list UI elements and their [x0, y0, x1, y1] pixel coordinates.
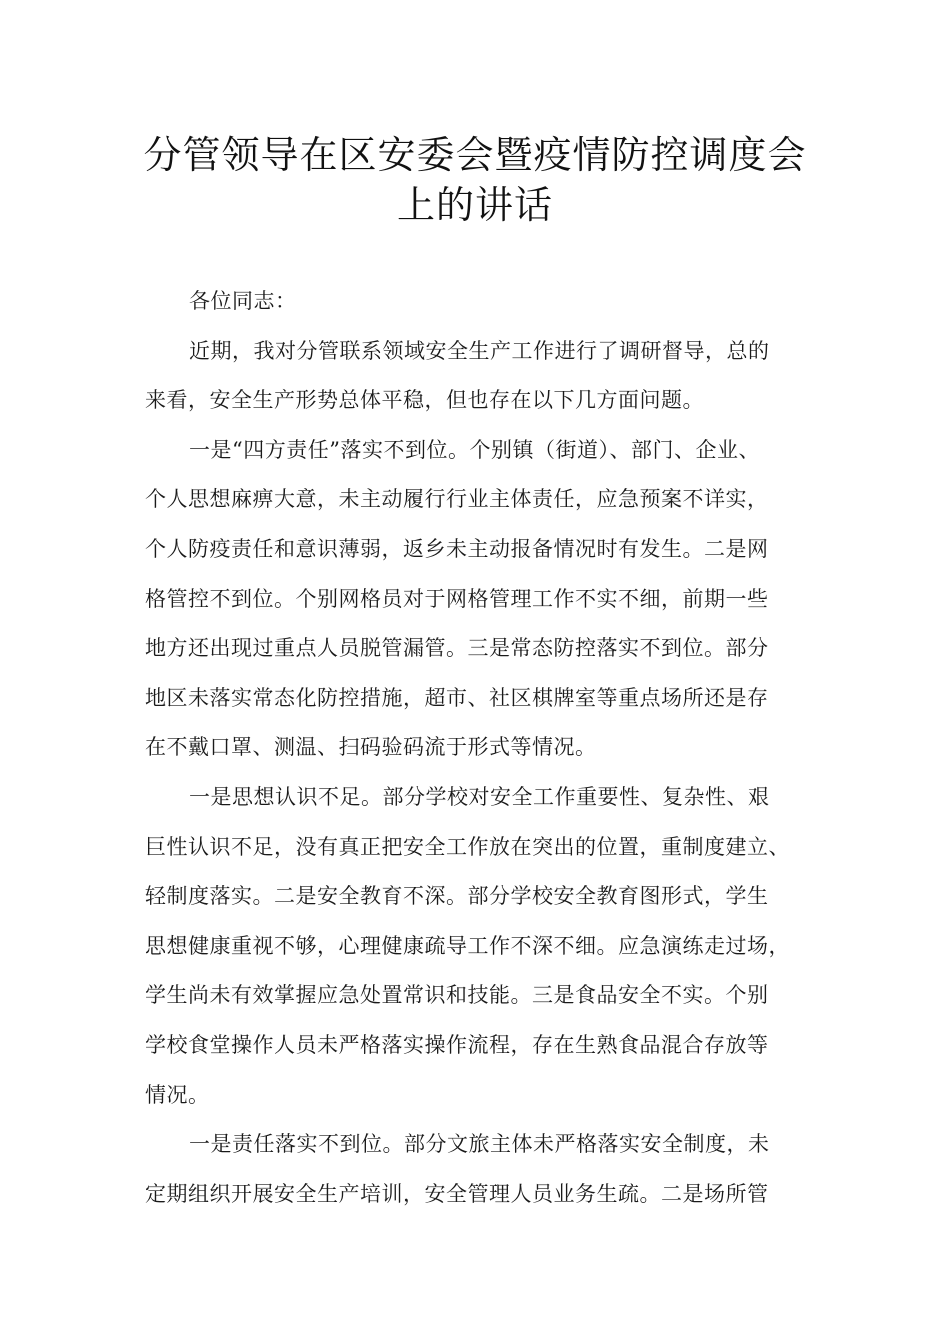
paragraph-1	[145, 327, 825, 426]
document-title-line-1: 分管领导在区安委会暨疫情防控调度会	[143, 133, 807, 177]
paragraph-line: 巨性认识不足，没有真正把安全工作放在突出的位置，重制度建立、	[145, 834, 790, 859]
paragraph-line: 学生尚未有效掌握应急处置常识和技能。三是食品安全不实。个别	[145, 983, 769, 1008]
paragraph-4	[145, 1120, 825, 1219]
paragraph-line: 个人防疫责任和意识薄弱，返乡未主动报备情况时有发生。二是网	[145, 536, 769, 561]
greeting: 各位同志：	[189, 289, 297, 313]
paragraph-2	[145, 426, 825, 773]
paragraph-line: 一是“四方责任”落实不到位。个别镇（街道）、部门、企业、	[189, 437, 760, 462]
document-title-line-2: 上的讲话	[396, 183, 553, 227]
paragraph-line: 地区未落实常态化防控措施，超市、社区棋牌室等重点场所还是存	[145, 685, 769, 710]
paragraph-line: 轻制度落实。二是安全教育不深。部分学校安全教育图形式，学生	[145, 884, 769, 909]
paragraph-3	[145, 773, 825, 1120]
paragraph-line: 在不戴口罩、测温、扫码验码流于形式等情况。	[145, 735, 597, 760]
paragraph-line: 来看，安全生产形势总体平稳，但也存在以下几方面问题。	[145, 388, 704, 413]
paragraph-line: 思想健康重视不够，心理健康疏导工作不深不细。应急演练走过场，	[145, 933, 790, 958]
paragraph-line: 学校食堂操作人员未严格落实操作流程，存在生熟食品混合存放等	[145, 1032, 769, 1057]
paragraph-line: 一是责任落实不到位。部分文旅主体未严格落实安全制度，未	[189, 1132, 770, 1157]
paragraph-line: 情况。	[145, 1082, 210, 1107]
paragraph-line: 一是思想认识不足。部分学校对安全工作重要性、复杂性、艰	[189, 784, 770, 809]
paragraph-line: 地方还出现过重点人员脱管漏管。三是常态防控落实不到位。部分	[145, 636, 769, 661]
paragraph-line: 定期组织开展安全生产培训，安全管理人员业务生疏。二是场所管	[145, 1181, 769, 1206]
document-body	[145, 277, 825, 1219]
paragraph-line: 格管控不到位。个别网格员对于网格管理工作不实不细，前期一些	[145, 586, 769, 611]
paragraph-line: 近期，我对分管联系领域安全生产工作进行了调研督导，总的	[189, 338, 770, 363]
paragraph-line: 个人思想麻痹大意，未主动履行行业主体责任，应急预案不详实，	[145, 487, 769, 512]
